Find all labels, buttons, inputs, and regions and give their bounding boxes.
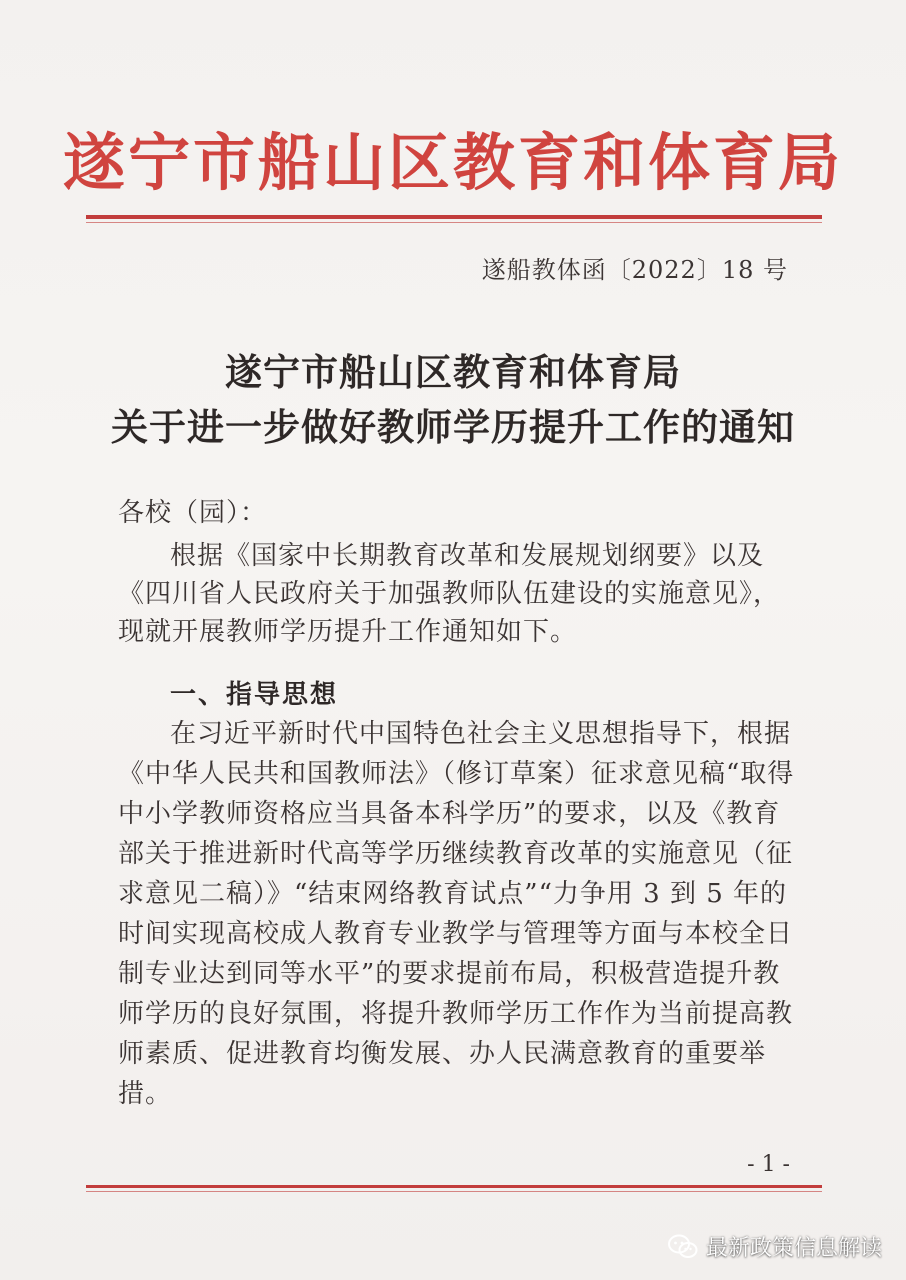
wechat-icon — [668, 1234, 698, 1260]
header-red-rule — [86, 215, 822, 219]
watermark-text: 最新政策信息解读 — [705, 1236, 882, 1261]
footer-red-rule — [86, 1185, 822, 1188]
document-title-line-1: 遂宁市船山区教育和体育局 — [225, 351, 681, 394]
page-number: - 1 - — [747, 1152, 790, 1177]
issuing-authority-header: 遂宁市船山区教育和体育局 — [62, 126, 843, 199]
paragraph-guiding-principle: 在习近平新时代中国特色社会主义思想指导下，根据《中华人民共和国教师法》（修订草案）征求意见稿“取得中小学教师资格应当具备本科学历”的要求，以及《教育部关于推进新时代高等学历继续教育改革的实施意见（征求意见二稿）》“结束网络教育试点”“力争用 3 到 5 年的时间实现高校成人教育专业教学与管理等方面与本校全日制专业达到同等水平”的要求提前布局，积极营造提升教师学历的良好氛围，将提升教师学历工作作为当前提高教师素质、促进教育均衡发展、办人民满意教育的重要举措。 — [118, 719, 795, 1109]
section-heading-guiding-principle: 一、指导思想 — [170, 680, 339, 710]
footer-red-rule-thin — [86, 1191, 822, 1192]
document-number: 遂船教体函〔2022〕18 号 — [481, 256, 788, 284]
source-watermark — [668, 1231, 882, 1262]
document-title-line-2: 关于进一步做好教师学历提升工作的通知 — [111, 406, 795, 449]
header-red-rule-thin — [86, 222, 822, 223]
paragraph-intro: 根据《国家中长期教育改革和发展规划纲要》以及《四川省人民政府关于加强教师队伍建设的实施意见》，现就开展教师学历提升工作通知如下。 — [118, 541, 781, 647]
salutation: 各校（园）： — [118, 498, 268, 528]
